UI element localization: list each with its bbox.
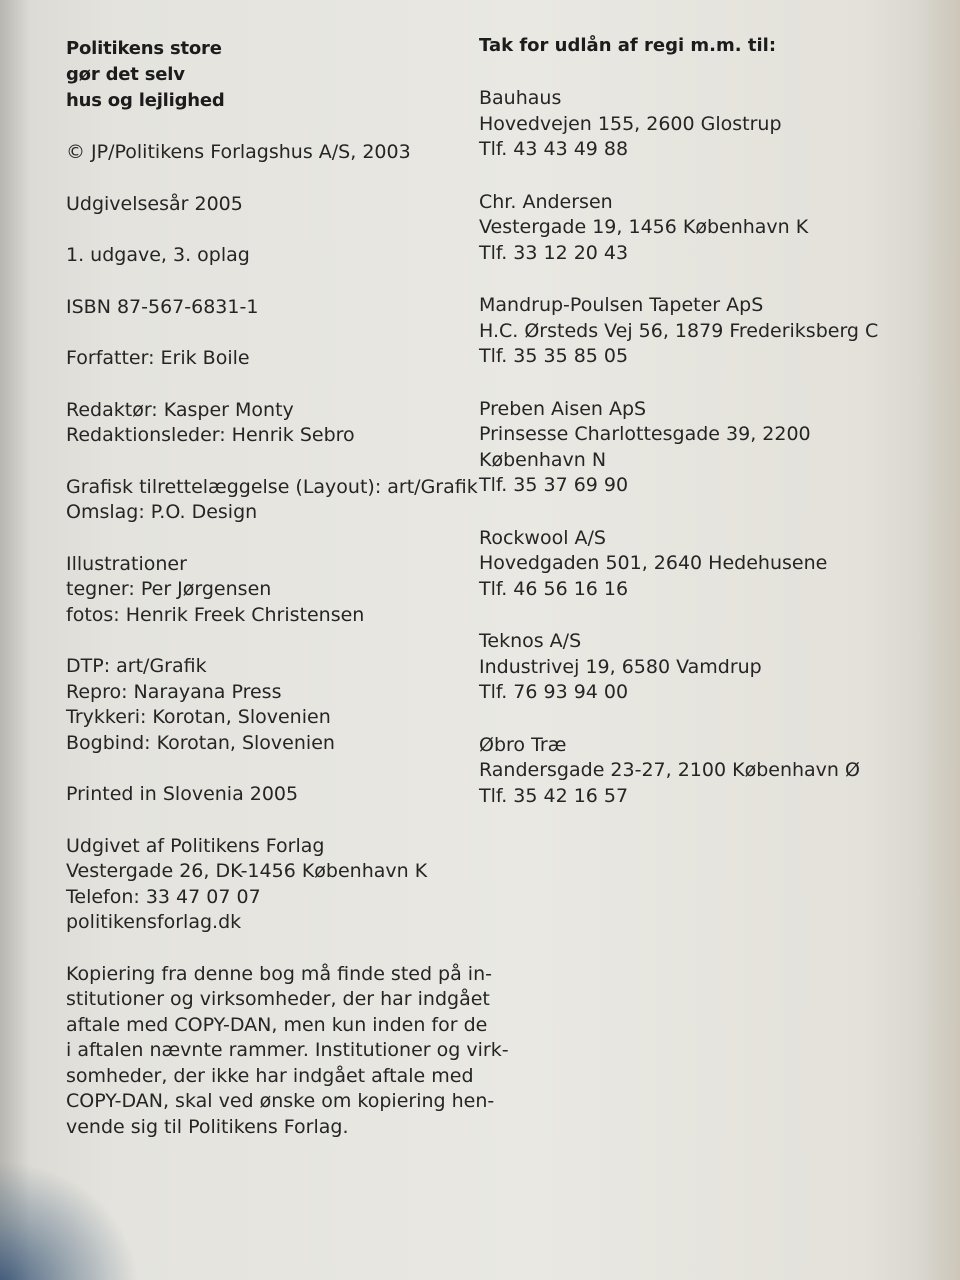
supplier-line: Tlf. 35 42 16 57 <box>479 784 629 807</box>
supplier-line: København N <box>479 448 607 471</box>
supplier-line: Tlf. 35 37 69 90 <box>479 474 629 496</box>
book-title-line: Politikens store <box>66 38 222 59</box>
copying-line: stitutioner og virksomheder, der har indgået <box>66 988 490 1010</box>
supplier-entry <box>479 293 919 370</box>
supplier-line: Industrivej 19, 6580 Vamdrup <box>479 655 762 678</box>
copying-line: Kopiering fra denne bog må finde sted på in- <box>66 962 492 985</box>
supplier-entry <box>479 733 919 810</box>
production-line: Trykkeri: Korotan, Slovenien <box>66 706 331 728</box>
acknowledgements-heading: Tak for udlån af regi m.m. til: <box>479 35 777 56</box>
illustration-credits <box>66 552 446 629</box>
corner-shadow <box>0 1160 140 1280</box>
publisher-line: politikensforlag.dk <box>66 911 242 933</box>
publication-year <box>66 192 446 218</box>
production-line: Repro: Narayana Press <box>66 680 282 703</box>
book-title-line: gør det selv <box>66 64 185 85</box>
production-line: Bogbind: Korotan, Slovenien <box>66 731 335 754</box>
page-edge-shadow <box>920 0 960 1280</box>
copyright-text: © JP/Politikens Forlagshus A/S, 2003 <box>66 141 411 163</box>
copying-notice <box>66 962 509 1141</box>
copying-line: aftale med COPY-DAN, men kun inden for de <box>66 1013 488 1036</box>
supplier-line: Vestergade 19, 1456 København K <box>479 216 809 238</box>
supplier-line: Tlf. 33 12 20 43 <box>479 241 629 264</box>
supplier-line: Mandrup-Poulsen Tapeter ApS <box>479 294 764 316</box>
author-text: Forfatter: Erik Boile <box>66 347 250 369</box>
supplier-line: Preben Aisen ApS <box>479 397 647 420</box>
copying-line: i aftalen nævnte rammer. Institutioner og virk- <box>66 1039 509 1061</box>
design-line: Grafisk tilrettelæggelse (Layout): art/Grafik <box>66 475 478 498</box>
book-title <box>66 36 446 114</box>
supplier-line: Tlf. 46 56 16 16 <box>479 577 629 600</box>
printed-in <box>66 782 446 808</box>
supplier-line: Tlf. 43 43 49 88 <box>479 138 629 160</box>
supplier-entry <box>479 190 919 267</box>
supplier-line: Prinsesse Charlottesgade 39, 2200 <box>479 423 811 445</box>
design-credits <box>66 475 478 526</box>
illustration-line: Illustrationer <box>66 552 187 575</box>
acknowledgements-column <box>479 33 919 836</box>
production-line: DTP: art/Grafik <box>66 655 207 677</box>
author <box>66 346 446 372</box>
editors <box>66 398 446 449</box>
supplier-entry <box>479 86 919 163</box>
supplier-entry <box>479 526 919 603</box>
book-title-line: hus og lejlighed <box>66 90 225 111</box>
copying-line: COPY-DAN, skal ved ønske om kopiering hen- <box>66 1090 495 1112</box>
publisher-line: Vestergade 26, DK-1456 København K <box>66 860 428 882</box>
supplier-line: Teknos A/S <box>479 630 582 652</box>
supplier-line: H.C. Ørsteds Vej 56, 1879 Frederiksberg C <box>479 319 879 342</box>
supplier-line: Bauhaus <box>479 87 562 109</box>
copying-line: vende sig til Politikens Forlag. <box>66 1115 349 1138</box>
supplier-line: Tlf. 76 93 94 00 <box>479 681 629 703</box>
illustration-line: fotos: Henrik Freek Christensen <box>66 603 365 626</box>
colophon-column <box>66 36 509 1166</box>
supplier-line: Chr. Andersen <box>479 190 613 213</box>
supplier-line: Øbro Træ <box>479 733 567 756</box>
supplier-line: Hovedgaden 501, 2640 Hedehusene <box>479 552 828 574</box>
editor-line: Redaktør: Kasper Monty <box>66 398 294 421</box>
production-credits <box>66 654 446 756</box>
supplier-line: Randersgade 23-27, 2100 København Ø <box>479 759 860 781</box>
supplier-entry <box>479 629 919 706</box>
copyright <box>66 140 446 166</box>
design-line: Omslag: P.O. Design <box>66 501 258 523</box>
publication-year-text: Udgivelsesår 2005 <box>66 192 243 215</box>
printed-in-text: Printed in Slovenia 2005 <box>66 783 299 805</box>
publisher-line: Udgivet af Politikens Forlag <box>66 834 325 857</box>
supplier-entry <box>479 397 919 499</box>
isbn <box>66 295 446 321</box>
edition <box>66 243 446 269</box>
supplier-line: Tlf. 35 35 85 05 <box>479 345 629 367</box>
illustration-line: tegner: Per Jørgensen <box>66 578 272 600</box>
isbn-text: ISBN 87-567-6831-1 <box>66 295 259 318</box>
copying-line: somheder, der ikke har indgået aftale med <box>66 1064 474 1087</box>
publisher-line: Telefon: 33 47 07 07 <box>66 885 261 908</box>
publisher-info <box>66 834 446 936</box>
spine-shadow <box>0 0 30 1280</box>
supplier-line: Rockwool A/S <box>479 526 606 549</box>
editor-line: Redaktionsleder: Henrik Sebro <box>66 424 355 446</box>
edition-text: 1. udgave, 3. oplag <box>66 244 250 266</box>
supplier-line: Hovedvejen 155, 2600 Glostrup <box>479 112 782 135</box>
